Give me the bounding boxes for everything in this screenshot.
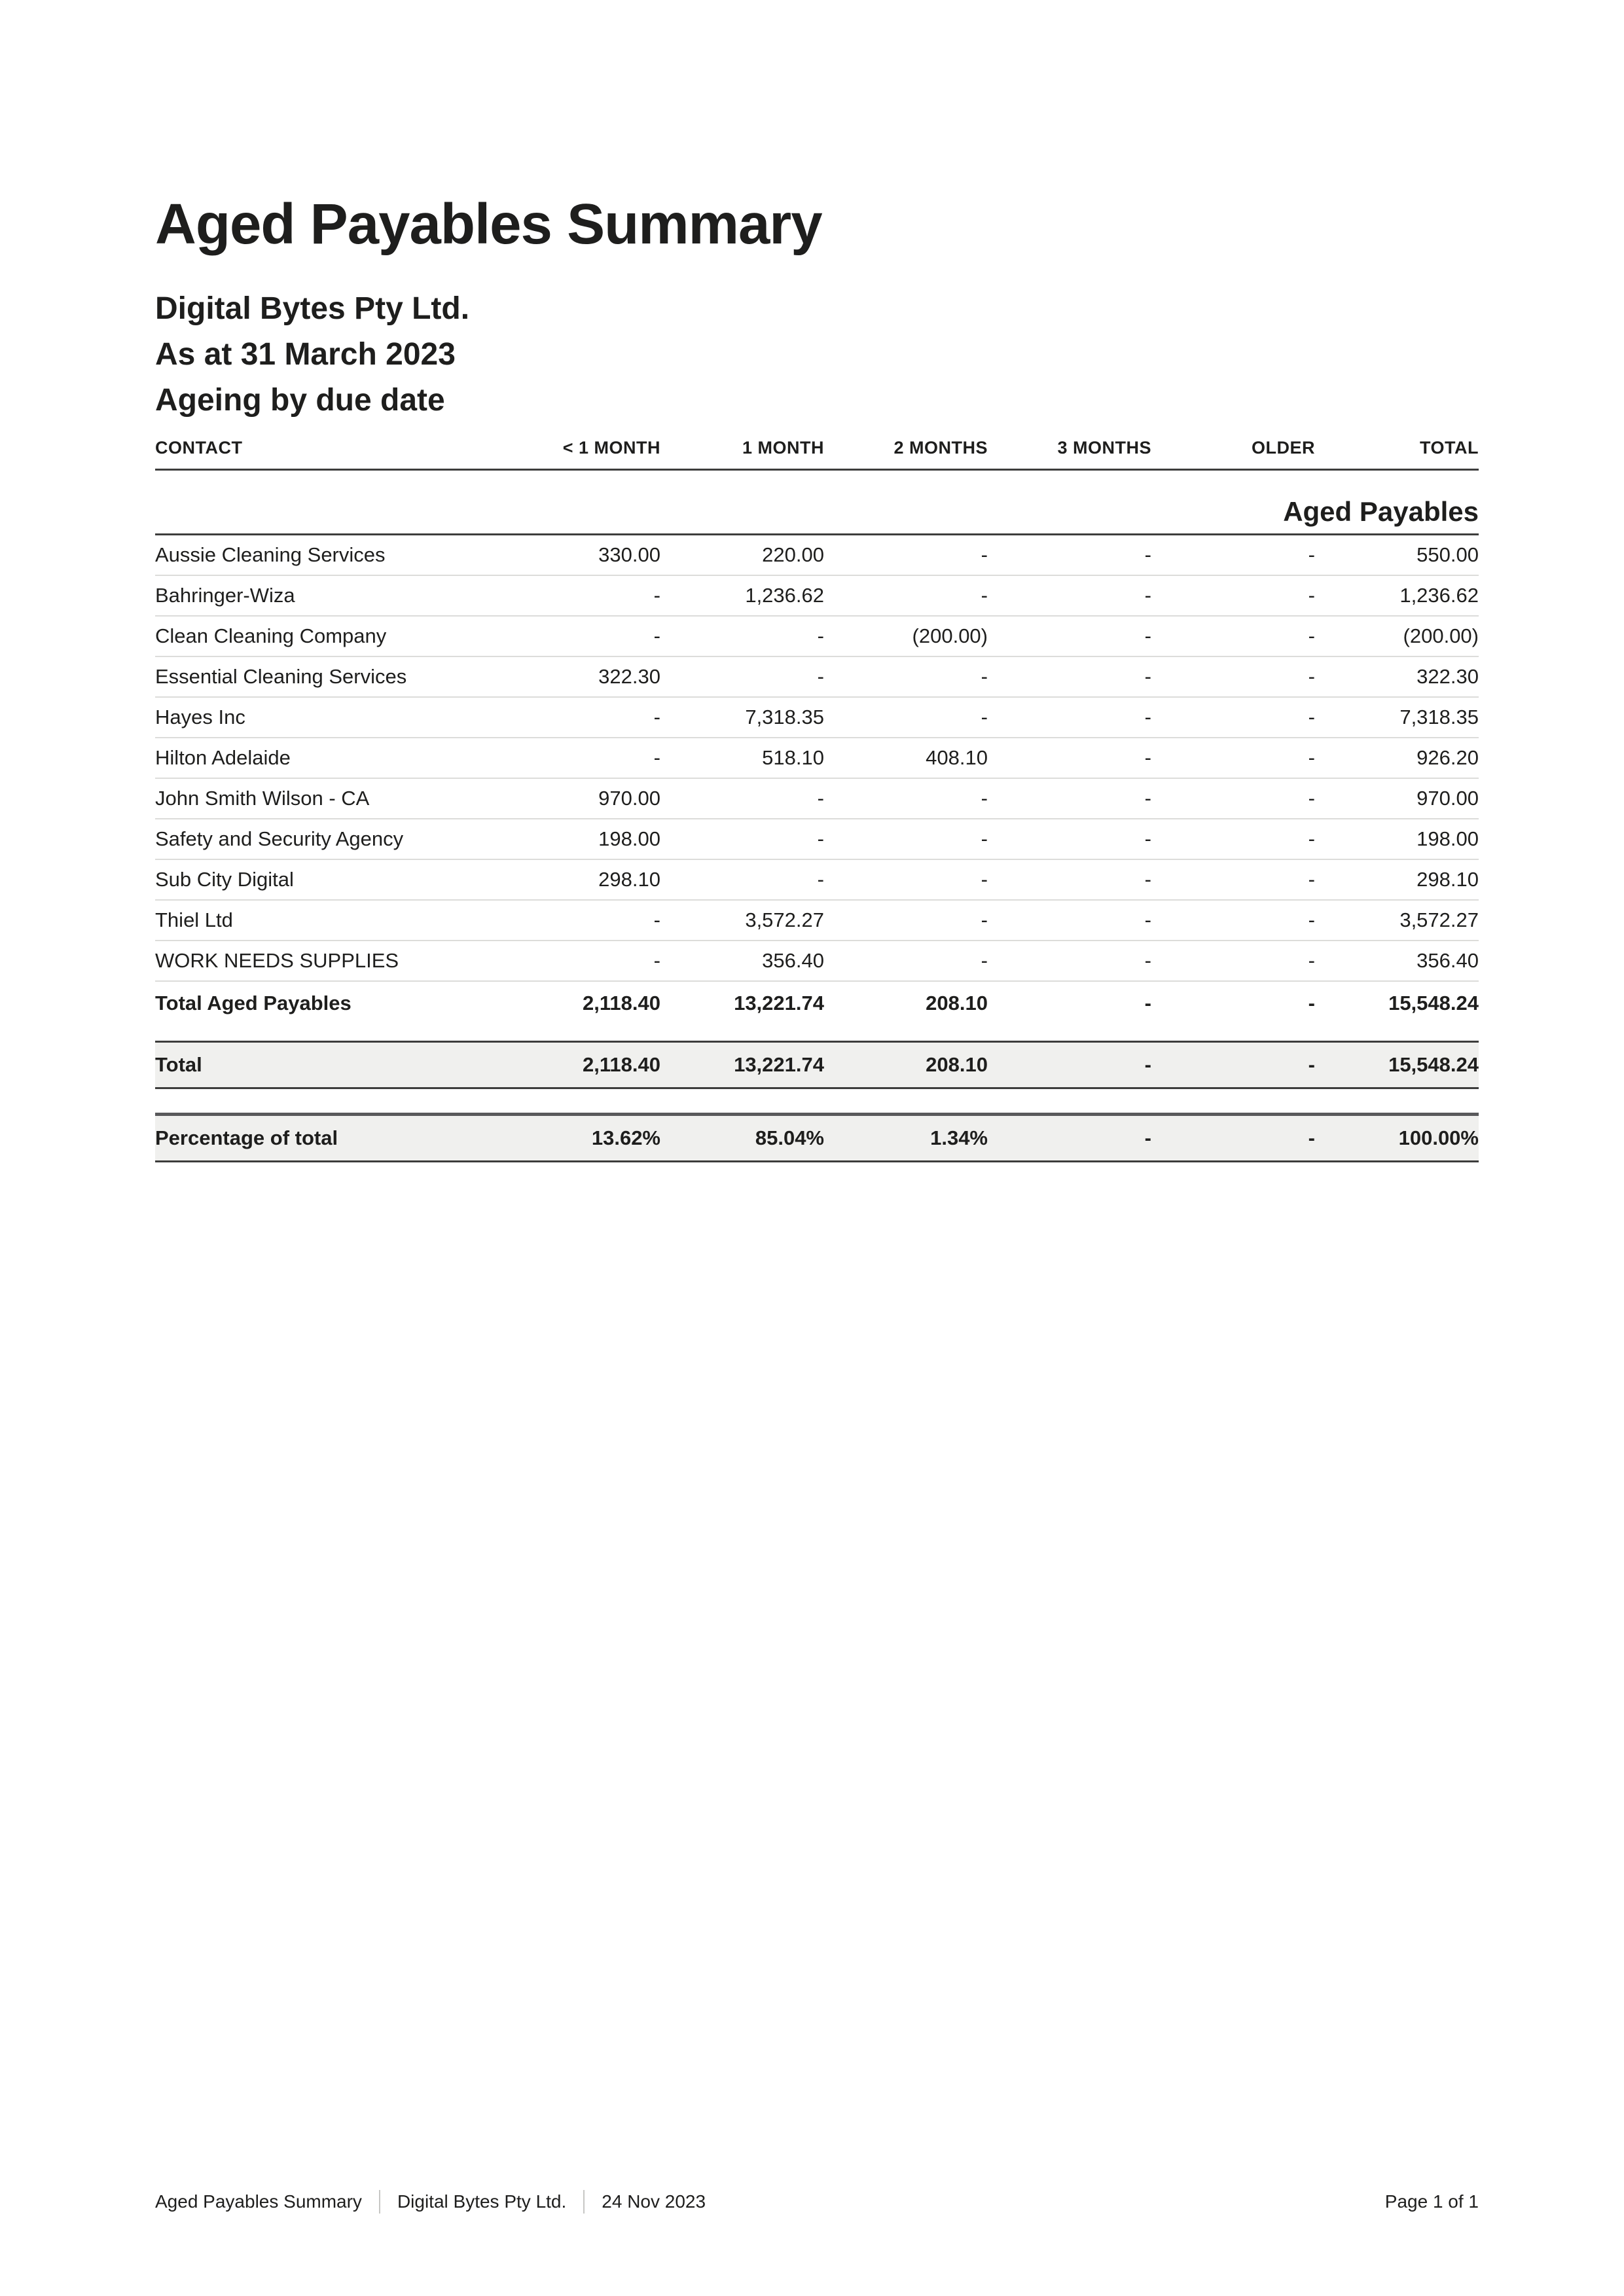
contact-cell: WORK NEEDS SUPPLIES (155, 941, 497, 981)
footer-report-name: Aged Payables Summary (155, 2191, 362, 2212)
amount-cell: - (988, 900, 1151, 941)
amount-cell: - (824, 819, 988, 859)
amount-cell: - (824, 656, 988, 697)
percentage-of-total-table (155, 1113, 1479, 1162)
grand-total-row (155, 1042, 1479, 1088)
percentage-of-total-row (155, 1115, 1479, 1162)
total-aged-payables-row (155, 981, 1479, 1025)
grand-total-label: Total (155, 1042, 497, 1088)
column-header-3-months: 3 MONTHS (988, 438, 1151, 470)
amount-cell: - (988, 1042, 1151, 1088)
amount-cell: - (988, 616, 1151, 656)
table-row (155, 575, 1479, 616)
amount-cell: - (988, 778, 1151, 819)
column-header-total: TOTAL (1315, 438, 1479, 470)
footer-company-name: Digital Bytes Pty Ltd. (397, 2191, 567, 2212)
table-row (155, 941, 1479, 981)
report-ageing-basis: Ageing by due date (155, 383, 445, 418)
footer-divider (583, 2190, 585, 2214)
amount-cell: - (1151, 656, 1315, 697)
amount-cell: 298.10 (1315, 859, 1479, 900)
amount-cell: 926.20 (1315, 738, 1479, 778)
amount-cell: - (1151, 697, 1315, 738)
amount-cell: 2,118.40 (583, 992, 660, 1014)
amount-cell: - (824, 697, 988, 738)
percent-cell: 13.62% (497, 1115, 660, 1162)
amount-cell: 1,236.62 (660, 575, 824, 616)
footer-print-date: 24 Nov 2023 (602, 2191, 706, 2212)
percent-cell: 100.00% (1315, 1115, 1479, 1162)
amount-cell: - (824, 859, 988, 900)
amount-cell: 970.00 (497, 778, 660, 819)
amount-cell: 2,118.40 (497, 1042, 660, 1088)
column-header-2-months: 2 MONTHS (824, 438, 988, 470)
amount-cell: 13,221.74 (734, 992, 824, 1014)
contact-cell: Essential Cleaning Services (155, 656, 497, 697)
amount-cell: 220.00 (660, 535, 824, 576)
amount-cell: 3,572.27 (660, 900, 824, 941)
amount-cell: - (660, 656, 824, 697)
amount-cell: 208.10 (824, 1042, 988, 1088)
contact-cell: Bahringer-Wiza (155, 575, 497, 616)
table-row (155, 616, 1479, 656)
contact-cell: John Smith Wilson - CA (155, 778, 497, 819)
amount-cell: - (1151, 859, 1315, 900)
table-row (155, 819, 1479, 859)
amount-cell: - (988, 656, 1151, 697)
amount-cell: 198.00 (497, 819, 660, 859)
amount-cell: 550.00 (1315, 535, 1479, 576)
amount-cell: - (1151, 616, 1315, 656)
percent-cell: - (988, 1115, 1151, 1162)
amount-cell: 7,318.35 (1315, 697, 1479, 738)
contact-cell: Hayes Inc (155, 697, 497, 738)
amount-cell: 322.30 (1315, 656, 1479, 697)
table-row (155, 778, 1479, 819)
amount-cell: - (497, 941, 660, 981)
percent-cell: 1.34% (824, 1115, 988, 1162)
column-header-older: OLDER (1151, 438, 1315, 470)
amount-cell: - (497, 697, 660, 738)
page-title: Aged Payables Summary (155, 192, 822, 256)
amount-cell: (200.00) (824, 616, 988, 656)
amount-cell: - (660, 778, 824, 819)
report-footer (155, 2190, 1479, 2214)
column-header-contact: CONTACT (155, 438, 497, 470)
amount-cell: - (660, 859, 824, 900)
amount-cell: - (1151, 819, 1315, 859)
amount-cell: 208.10 (926, 992, 988, 1014)
contact-cell: Sub City Digital (155, 859, 497, 900)
amount-cell: - (1151, 941, 1315, 981)
amount-cell: - (988, 697, 1151, 738)
amount-cell: - (824, 941, 988, 981)
amount-cell: - (988, 738, 1151, 778)
table-row (155, 859, 1479, 900)
amount-cell: 7,318.35 (660, 697, 824, 738)
column-header-lt-1-month: < 1 MONTH (497, 438, 660, 470)
amount-cell: 15,548.24 (1315, 1042, 1479, 1088)
percentage-of-total-label: Percentage of total (155, 1115, 497, 1162)
contact-cell: Aussie Cleaning Services (155, 535, 497, 576)
section-heading: Aged Payables (155, 470, 1479, 535)
total-aged-payables-label: Total Aged Payables (155, 992, 352, 1014)
grand-total-table (155, 1041, 1479, 1089)
percent-cell: - (1151, 1115, 1315, 1162)
contact-cell: Clean Cleaning Company (155, 616, 497, 656)
footer-divider (379, 2190, 380, 2214)
aged-payables-table (155, 438, 1479, 1025)
table-row (155, 738, 1479, 778)
amount-cell: - (1151, 778, 1315, 819)
table-body (155, 535, 1479, 982)
amount-cell: - (497, 900, 660, 941)
amount-cell: - (988, 575, 1151, 616)
table-row (155, 656, 1479, 697)
amount-cell: - (660, 616, 824, 656)
amount-cell: - (1151, 738, 1315, 778)
amount-cell: 356.40 (1315, 941, 1479, 981)
amount-cell: - (824, 900, 988, 941)
amount-cell: - (1151, 575, 1315, 616)
amount-cell: - (988, 535, 1151, 576)
amount-cell: - (497, 575, 660, 616)
column-header-1-month: 1 MONTH (660, 438, 824, 470)
amount-cell: - (1151, 900, 1315, 941)
amount-cell: - (497, 616, 660, 656)
amount-cell: 15,548.24 (1388, 992, 1479, 1014)
amount-cell: 1,236.62 (1315, 575, 1479, 616)
amount-cell: 322.30 (497, 656, 660, 697)
table-header (155, 438, 1479, 470)
section-heading-row (155, 470, 1479, 535)
amount-cell: - (1144, 992, 1151, 1014)
amount-cell: 298.10 (497, 859, 660, 900)
amount-cell: - (1308, 992, 1315, 1014)
contact-cell: Thiel Ltd (155, 900, 497, 941)
amount-cell: - (988, 819, 1151, 859)
report-company: Digital Bytes Pty Ltd. (155, 291, 470, 326)
amount-cell: - (660, 819, 824, 859)
table-row (155, 697, 1479, 738)
table-row (155, 900, 1479, 941)
amount-cell: (200.00) (1315, 616, 1479, 656)
amount-cell: - (1151, 535, 1315, 576)
amount-cell: - (824, 535, 988, 576)
amount-cell: - (497, 738, 660, 778)
amount-cell: 970.00 (1315, 778, 1479, 819)
footer-page-number: Page 1 of 1 (1384, 2191, 1479, 2212)
table-row (155, 535, 1479, 576)
amount-cell: - (824, 575, 988, 616)
amount-cell: 3,572.27 (1315, 900, 1479, 941)
table-header-row (155, 438, 1479, 470)
amount-cell: 356.40 (660, 941, 824, 981)
report-as-at-date: As at 31 March 2023 (155, 337, 456, 372)
percent-cell: 85.04% (660, 1115, 824, 1162)
amount-cell: - (988, 941, 1151, 981)
contact-cell: Hilton Adelaide (155, 738, 497, 778)
amount-cell: - (1151, 1042, 1315, 1088)
amount-cell: - (988, 859, 1151, 900)
amount-cell: 408.10 (824, 738, 988, 778)
amount-cell: 13,221.74 (660, 1042, 824, 1088)
amount-cell: - (824, 778, 988, 819)
amount-cell: 518.10 (660, 738, 824, 778)
amount-cell: 198.00 (1315, 819, 1479, 859)
amount-cell: 330.00 (497, 535, 660, 576)
contact-cell: Safety and Security Agency (155, 819, 497, 859)
